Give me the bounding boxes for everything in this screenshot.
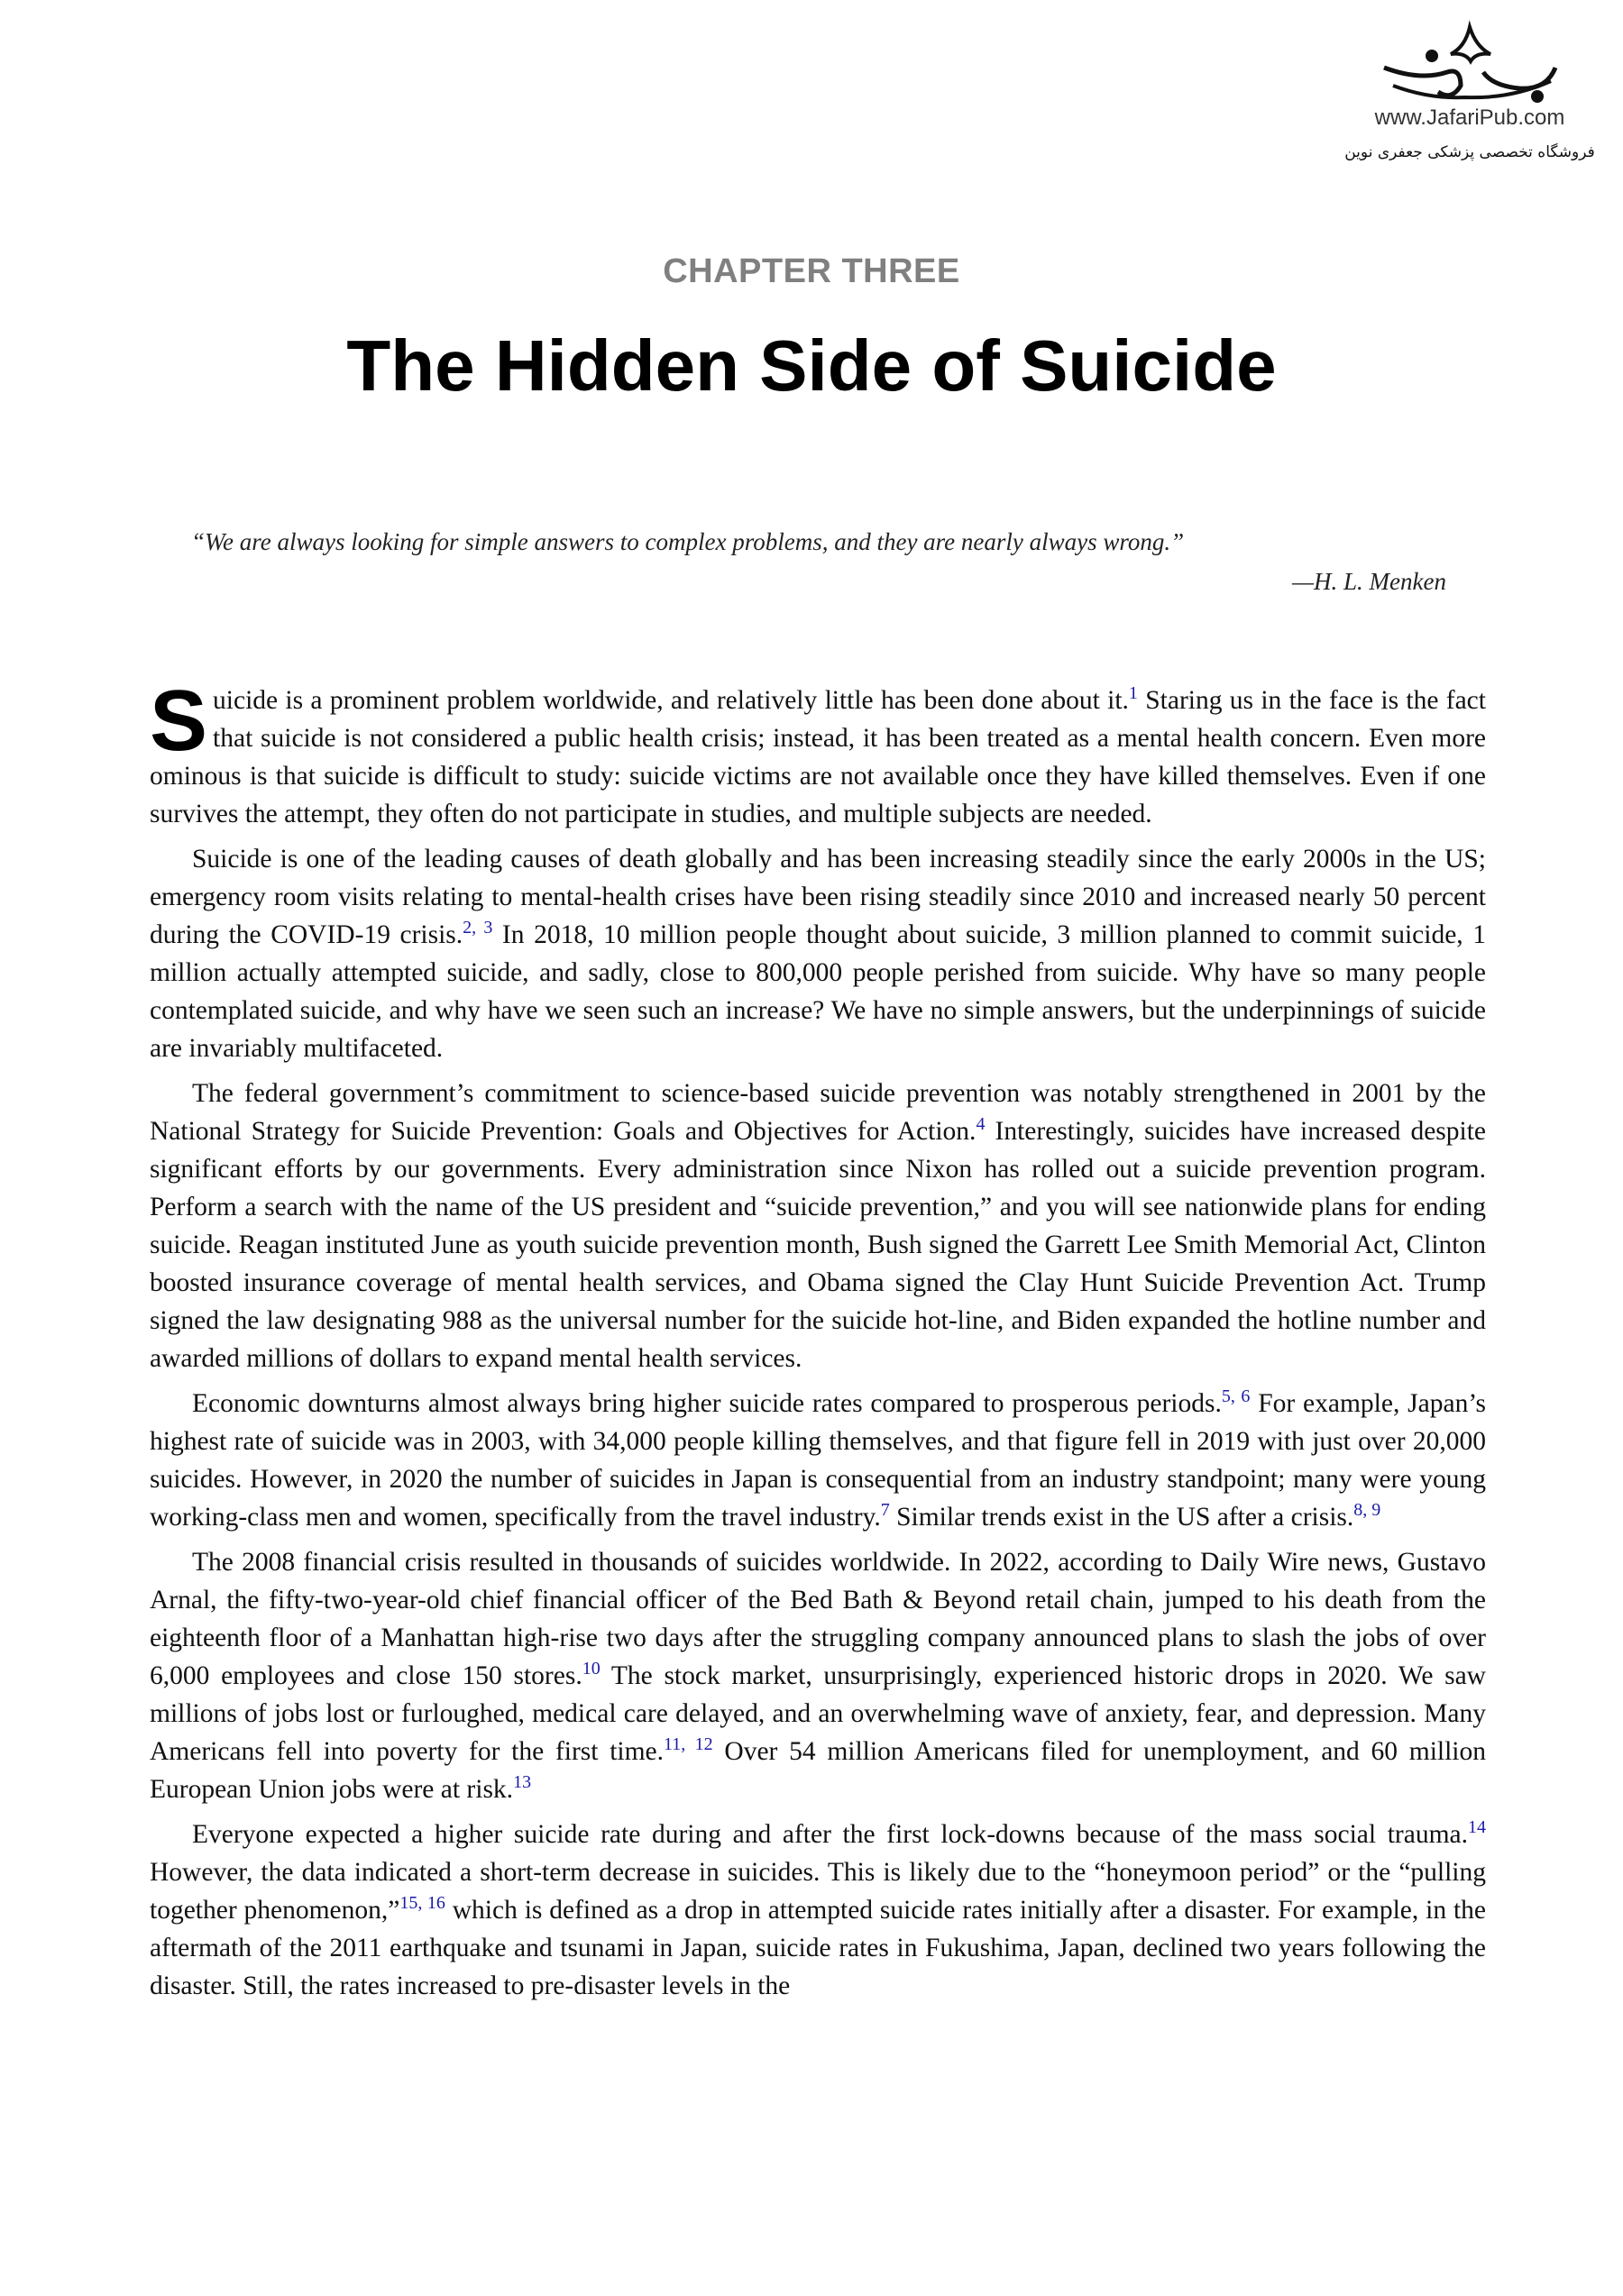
paragraph-text: Economic downturns almost always bring higher suicide rates compared to prosperous periods.	[192, 1389, 1222, 1418]
chapter-title: The Hidden Side of Suicide	[346, 325, 1277, 406]
footnote-reference[interactable]: 15, 16	[399, 1893, 445, 1914]
paragraph-text: The stock market, unsurprisingly, experienced historic drops in 2020. We saw millions of jobs lost or furloughed, medical care delayed, and an overwhelming wave of anxiety, fear, and depression. Many Americans fell into poverty for the first time.	[150, 1661, 1486, 1766]
paragraph-text: Staring us in the face is the fact that suicide is not considered a public health crisis; instead, it has been treated as a mental health concern. Even more ominous is that suicide is difficult to study: suicide victims are not available once they have killed themselves. Even if one survives the attempt, they often do not participate in studies, and multiple subjects are needed.	[150, 686, 1486, 828]
paragraph-text: In 2018, 10 million people thought about suicide, 3 million planned to commit suicide, 1 million actually attempted suicide, and sadly, close to 800,000 people perished from suicide. Why have so many people contemplated suicide, and why have we seen such an increase? We have no simple answers, but the underpinnings of suicide are invariably multifaceted.	[150, 920, 1486, 1063]
paragraph-text: The 2008 financial crisis resulted in thousands of suicides worldwide. In 2022, according to Daily Wire news, Gustavo Arnal, the fifty-two-year-old chief financial officer of the Bed Bath & Beyond retail chain, jumped to his death from the eighteenth floor of a Manhattan high-rise two days after the struggling company announced plans to slash the jobs of over 6,000 employees and close 150 stores.	[150, 1548, 1486, 1690]
paragraph-text: which is defined as a drop in attempted suicide rates initially after a disaster. For example, in the aftermath of the 2011 earthquake and tsunami in Japan, suicide rates in Fukushima, Japan, declined two years following the disaster. Still, the rates increased to pre-disaster levels in the	[150, 1896, 1486, 2000]
paragraph-text: uicide is a prominent problem worldwide, and relatively little has been done about it.	[213, 686, 1129, 715]
publisher-logo	[1334, 18, 1605, 161]
footnote-reference[interactable]: 7	[880, 1500, 890, 1521]
body-paragraph	[150, 840, 1486, 1067]
paragraph-text: Suicide is one of the leading causes of death globally and has been increasing steadily since the early 2000s in the US; emergency room visits relating to mental-health crises have been rising steadily since 2010 and increased nearly 50 percent during the COVID-19 crisis.	[150, 845, 1486, 949]
calligraphy-logo-icon	[1375, 18, 1564, 104]
chapter-body	[150, 672, 1487, 2012]
footnote-reference[interactable]: 8, 9	[1353, 1500, 1381, 1521]
drop-cap: S	[150, 672, 208, 769]
epigraph-quote: “We are always looking for simple answers to complex problems, and they are nearly always wrong.”	[191, 528, 1185, 555]
publisher-tagline: فروشگاه تخصصی پزشکی جعفری نوین	[1344, 143, 1595, 161]
footnote-reference[interactable]: 11, 12	[664, 1734, 713, 1755]
epigraph-attribution: —H. L. Menken	[1292, 568, 1446, 595]
body-paragraph	[150, 672, 1486, 833]
body-paragraph	[150, 1543, 1486, 1808]
paragraph-text: Everyone expected a higher suicide rate during and after the first lock-downs because of the mass social trauma.	[192, 1820, 1468, 1849]
body-paragraph	[150, 1816, 1486, 2005]
body-paragraph	[150, 1075, 1486, 1377]
footnote-reference[interactable]: 1	[1128, 683, 1138, 704]
chapter-label: CHAPTER THREE	[663, 252, 960, 290]
paragraph-text: The federal government’s commitment to science-based suicide prevention was notably strengthened in 2001 by the National Strategy for Suicide Prevention: Goals and Objectives for Action.	[150, 1079, 1486, 1146]
footnote-reference[interactable]: 5, 6	[1221, 1386, 1251, 1407]
body-paragraph	[150, 1385, 1486, 1536]
paragraph-text: Similar trends exist in the US after a crisis.	[889, 1503, 1354, 1532]
paragraph-text: For example, Japan’s highest rate of suicide was in 2003, with 34,000 people killing themselves, and that figure fell in 2019 with just over 20,000 suicides. However, in 2020 the number of suicides in Japan is consequential from an industry standpoint; many were young working-class men and women, specifically from the travel industry.	[150, 1389, 1487, 1532]
footnote-reference[interactable]: 10	[582, 1659, 601, 1679]
footnote-reference[interactable]: 14	[1468, 1817, 1486, 1838]
footnote-reference[interactable]: 4	[976, 1114, 986, 1135]
paragraph-text: Interestingly, suicides have increased despite significant efforts by our governments. Every administration since Nixon has rolled out a suicide prevention program. Perform a search with the name of the US president and “suicide prevention,” and you will see nationwide plans for ending suicide. Reagan instituted June as youth suicide prevention month, Bush signed the Garrett Lee Smith Memorial Act, Clinton boosted insurance coverage of mental health services, and Obama signed the Clay Hunt Suicide Prevention Act. Trump signed the law designating 988 as the universal number for the suicide hot-line, and Biden expanded the hotline number and awarded millions of dollars to expand mental health services.	[150, 1117, 1487, 1373]
paragraph-text: Over 54 million Americans filed for unemployment, and 60 million European Union jobs were at risk.	[150, 1737, 1487, 1804]
paragraph-text: However, the data indicated a short-term decrease in suicides. This is likely due to the “honeymoon period” or the “pulling together phenomenon,”	[150, 1858, 1486, 1925]
publisher-url: www.JafariPub.com	[1374, 105, 1565, 130]
footnote-reference[interactable]: 13	[513, 1772, 532, 1793]
footnote-reference[interactable]: 2, 3	[463, 918, 493, 938]
